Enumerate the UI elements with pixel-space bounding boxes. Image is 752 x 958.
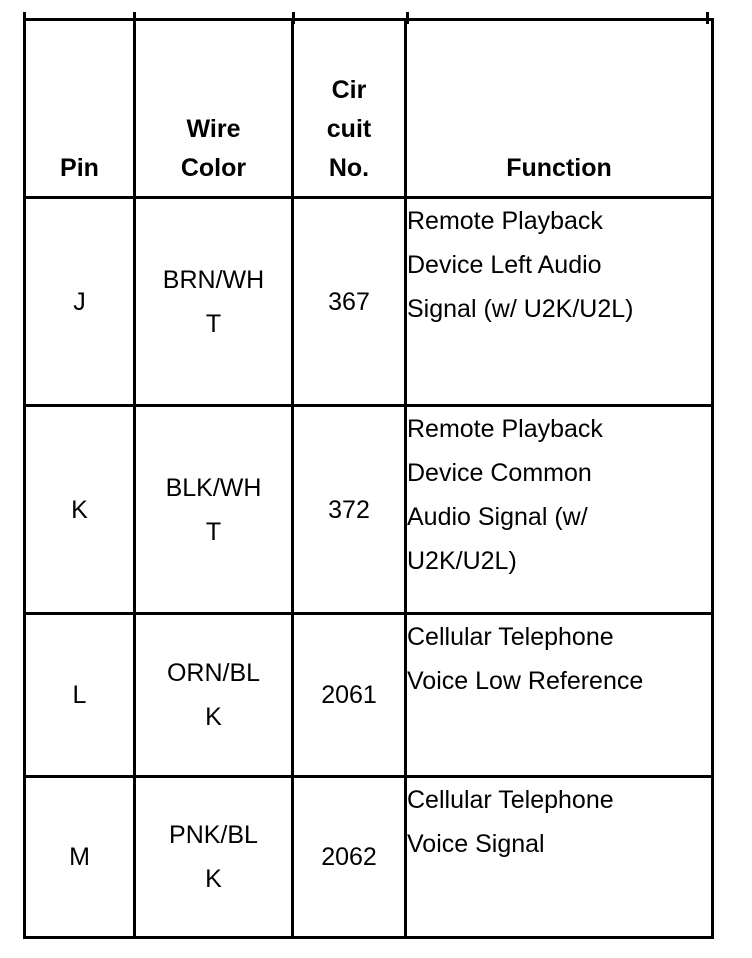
header-wire-color: Wire Color bbox=[135, 20, 293, 198]
wire-color-cell: PNK/BLK bbox=[135, 777, 293, 938]
connector-pin-table bbox=[23, 18, 714, 939]
circuit-no-cell: 2061 bbox=[293, 614, 406, 777]
header-pin: Pin bbox=[25, 20, 135, 198]
function-cell: Cellular Telephone Voice Signal bbox=[406, 777, 713, 938]
function-cell: Remote Playback Device Common Audio Signal (w/ U2K/U2L) bbox=[406, 406, 713, 614]
table-row bbox=[25, 406, 713, 614]
table-row bbox=[25, 614, 713, 777]
function-cell: Cellular Telephone Voice Low Reference bbox=[406, 614, 713, 777]
pin-cell: J bbox=[25, 198, 135, 406]
pin-cell: L bbox=[25, 614, 135, 777]
header-row bbox=[25, 20, 713, 198]
pin-cell: M bbox=[25, 777, 135, 938]
circuit-no-cell: 2062 bbox=[293, 777, 406, 938]
circuit-no-cell: 372 bbox=[293, 406, 406, 614]
table-row bbox=[25, 777, 713, 938]
table-row bbox=[25, 198, 713, 406]
header-circuit-no: Cir cuit No. bbox=[293, 20, 406, 198]
wire-color-cell: BRN/WHT bbox=[135, 198, 293, 406]
header-function: Function bbox=[406, 20, 713, 198]
pin-cell: K bbox=[25, 406, 135, 614]
wire-color-cell: BLK/WHT bbox=[135, 406, 293, 614]
function-cell: Remote Playback Device Left Audio Signal (w/ U2K/U2L) bbox=[406, 198, 713, 406]
wire-color-cell: ORN/BLK bbox=[135, 614, 293, 777]
circuit-no-cell: 367 bbox=[293, 198, 406, 406]
